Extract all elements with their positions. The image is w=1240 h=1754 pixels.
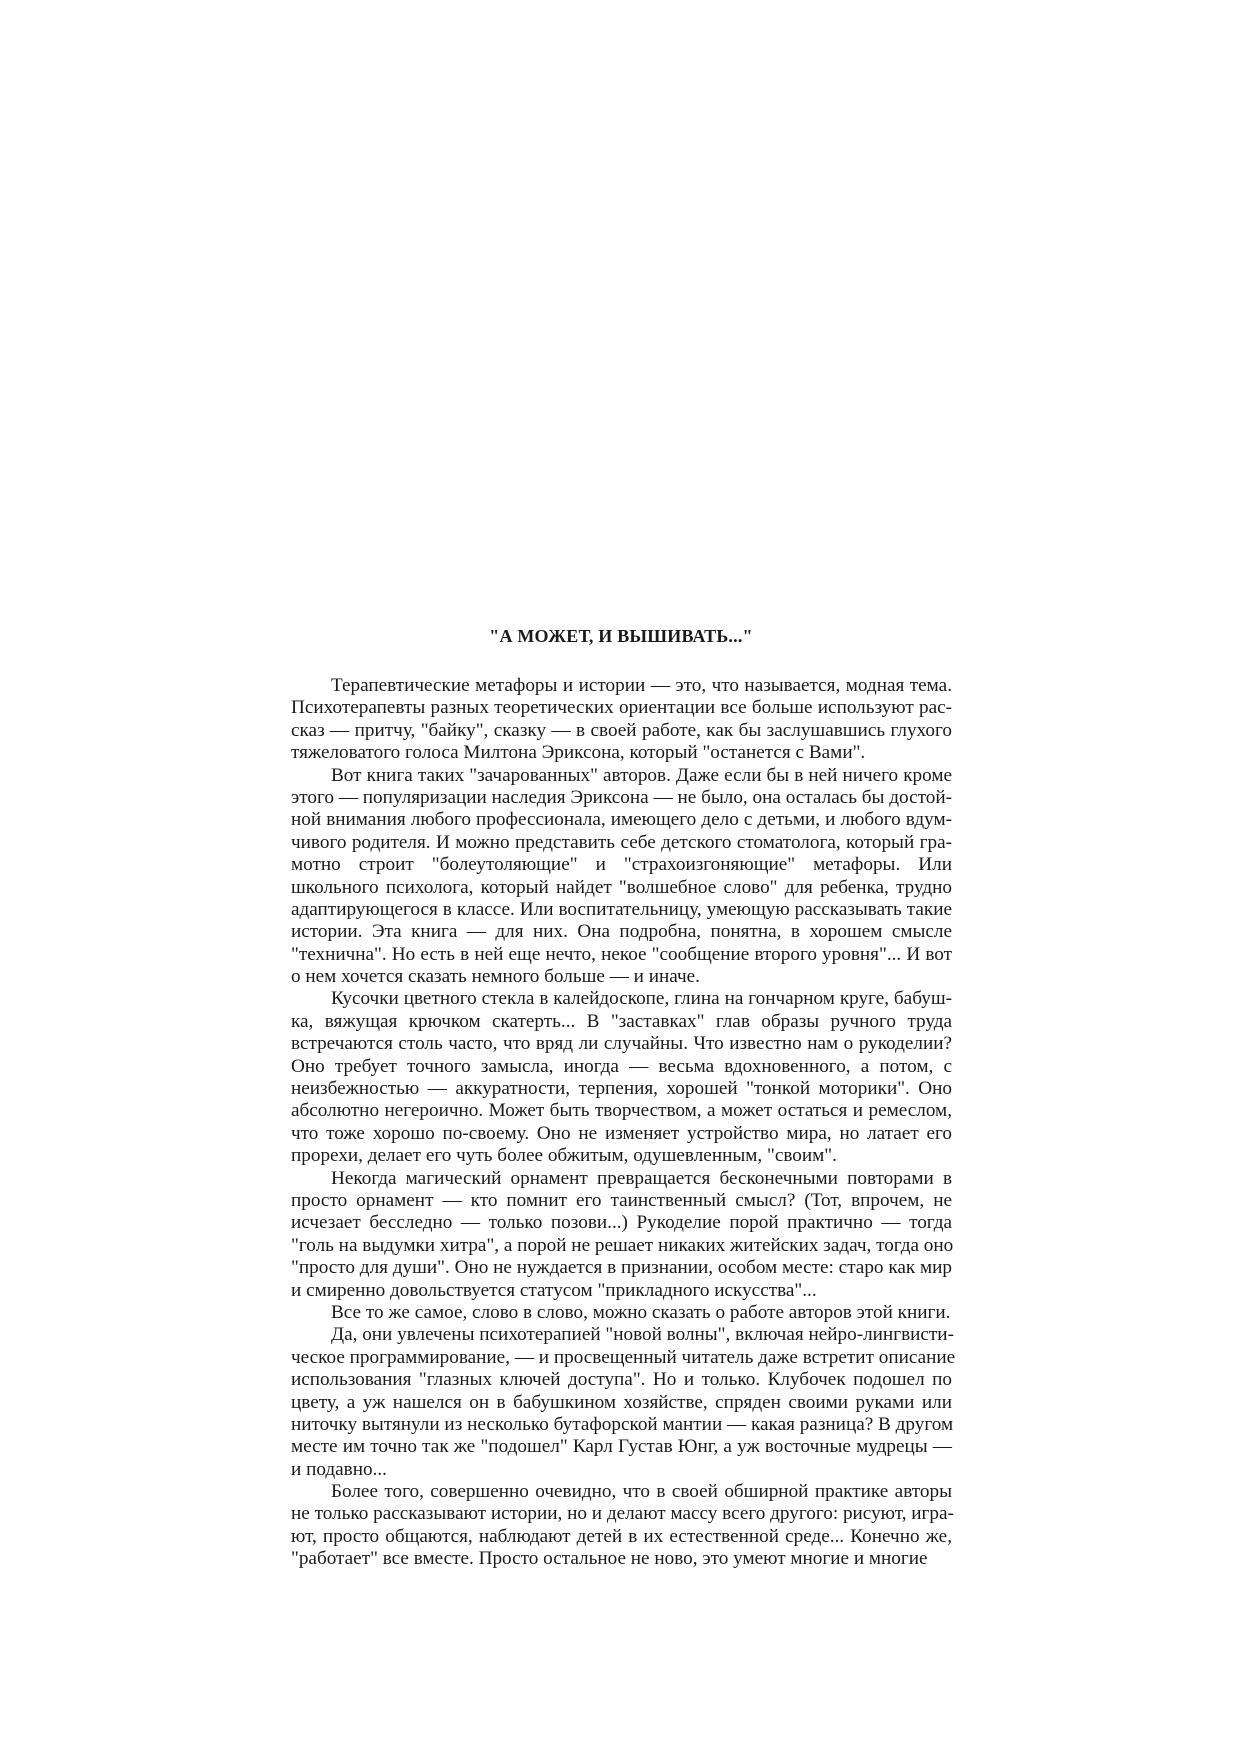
text-line: Все то же самое, слово в слово, можно сказать о работе авторов этой книги.	[331, 1301, 951, 1323]
text-line: "технична". Но есть в ней еще нечто, некое "сообщение второго уровня"... И вот	[291, 943, 952, 965]
text-line: ной внимания любого профессионала, имеющего дело с детьми, и любого вдум-	[291, 809, 952, 831]
text-line: и смиренно довольствуется статусом "прикладного искусства"...	[291, 1279, 817, 1301]
text-line: не только рассказывают истории, но и делают массу всего другого: рисуют, игра-	[291, 1503, 954, 1525]
text-line: абсолютно негероично. Может быть творчеством, а может остаться и ремеслом,	[291, 1100, 952, 1122]
text-line: истории. Эта книга — для них. Она подробна, понятна, в хорошем смысле	[291, 921, 952, 943]
text-line: этого — популяризации наследия Эриксона — не было, она осталась бы достой-	[291, 786, 952, 808]
text-line: Кусочки цветного стекла в калейдоскопе, глина на гончарном круге, бабуш-	[331, 988, 952, 1010]
text-line: Вот книга таких "зачарованных" авторов. Даже если бы в ней ничего кроме	[331, 764, 952, 786]
text-line: ниточку вытянули из несколько бутафорской мантии — какая разница? В другом	[291, 1413, 954, 1435]
text-line: прорехи, делает его чуть более обжитым, одушевленным, "своим".	[291, 1145, 837, 1167]
text-line: Терапевтические метафоры и истории — это, что называется, модная тема.	[331, 675, 952, 696]
text-line: адаптирующегося в классе. Или воспитательницу, умеющую рассказывать такие	[291, 898, 952, 920]
text-line: Некогда магический орнамент превращается бесконечными повторами в	[331, 1167, 952, 1189]
text-line: Оно требует точного замысла, иногда — весьма вдохновенного, а потом, с	[291, 1055, 952, 1077]
text-line: цвету, а уж нашелся он в бабушкином хозяйстве, спряден своими руками или	[291, 1391, 952, 1413]
body-text	[291, 675, 956, 1571]
text-line: встречаются столь часто, что вряд ли случайны. Что известно нам о рукоделии?	[291, 1033, 952, 1055]
text-line: просто орнамент — кто помнит его таинственный смысл? (Тот, впрочем, не	[291, 1189, 952, 1211]
text-line: исчезает бесследно — только позови...) Рукоделие порой практично — тогда	[291, 1212, 952, 1234]
text-line: Психотерапевты разных теоретических ориентации все больше используют рас-	[291, 697, 952, 719]
text-line: "просто для души". Оно не нуждается в признании, особом месте: старо как мир	[291, 1257, 952, 1279]
text-line: и подавно...	[291, 1458, 387, 1480]
text-line: сказ — притчу, "байку", сказку — в своей работе, как бы заслушавшись глухого	[291, 719, 952, 741]
text-line: Более того, совершенно очевидно, что в своей обширной практике авторы	[331, 1481, 952, 1503]
text-line: мотно строит "болеутоляющие" и "страхоизгоняющие" метафоры. Или	[291, 854, 952, 876]
text-line: чивого родителя. И можно представить себе детского стоматолога, который гра-	[291, 831, 952, 853]
text-line: "голь на выдумки хитра", а порой не решает никаких житейских задач, тогда оно	[291, 1234, 954, 1256]
text-line: Да, они увлечены психотерапией "новой волны", включая нейро-лингвисти-	[331, 1324, 954, 1346]
text-line: месте им точно так же "подошел" Карл Густав Юнг, а уж восточные мудрецы —	[291, 1436, 952, 1458]
text-line: ка, вяжущая крючком скатерть... В "заставках" глав образы ручного труда	[291, 1010, 952, 1032]
text-line: "работает" все вместе. Просто остальное не ново, это умеют многие и многие	[291, 1548, 928, 1570]
text-line: неизбежностью — аккуратности, терпения, хорошей "тонкой моторики". Оно	[291, 1078, 952, 1100]
text-line: ческое программирование, — и просвещенный читатель даже встретит описание	[291, 1346, 956, 1368]
text-line: о нем хочется сказать немного больше — и иначе.	[291, 966, 700, 988]
page-title: "А МОЖЕТ, И ВЫШИВАТЬ..."	[489, 626, 753, 646]
text-line: использования "глазных ключей доступа". Но и только. Клубочек подошел по	[291, 1369, 952, 1391]
text-line: что тоже хорошо по-своему. Оно не изменяет устройство мира, но латает его	[291, 1122, 952, 1144]
text-line: тяжеловатого голоса Милтона Эриксона, который "останется с Вами".	[291, 742, 866, 764]
text-line: школьного психолога, который найдет "волшебное слово" для ребенка, трудно	[291, 876, 952, 898]
text-line: ют, просто общаются, наблюдают детей в их естественной среде... Конечно же,	[291, 1525, 952, 1547]
